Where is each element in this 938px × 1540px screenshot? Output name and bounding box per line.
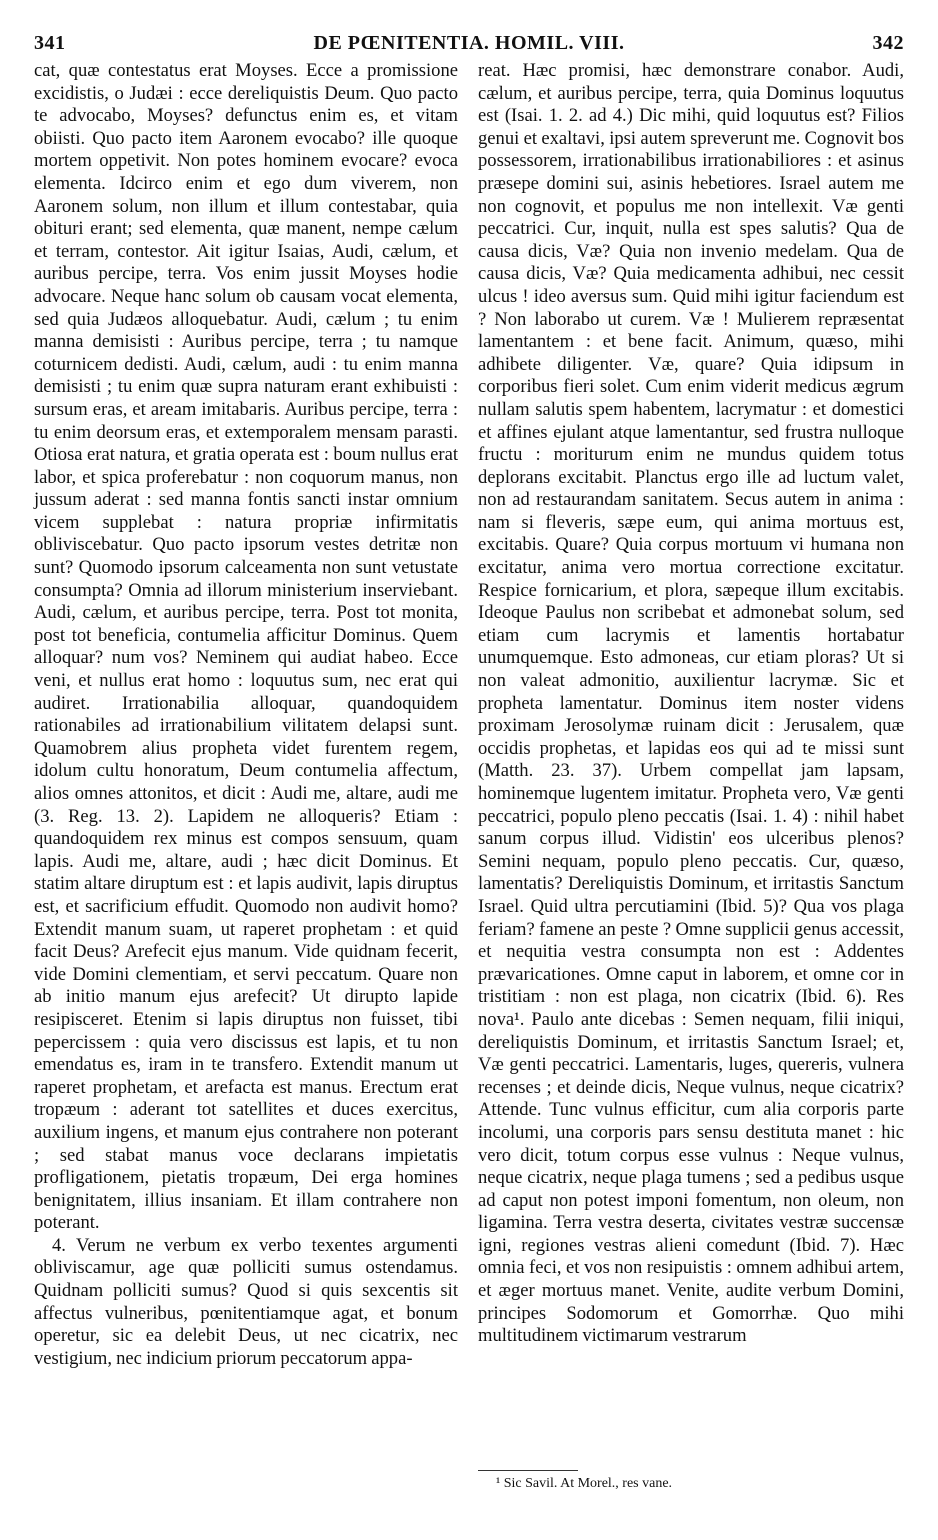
footnote: ¹ Sic Savil. At Morel., res vane. (496, 1476, 673, 1491)
footnote-rule (478, 1470, 578, 1471)
running-title: DE PŒNITENTIA. HOMIL. VIII. (313, 32, 625, 54)
left-paragraph-1: cat, quæ contestatus erat Moyses. Ecce a promissione excidistis, o Judæi : ecce dereliquistis Deum. Quo pacto te advocabo, Moyses? defunctus enim es, et vitam obiisti. Quo pacto item Aaronem evocabo? ille quoque mortem oppetivit. Non potes hominem evocare? evoca elementa. Idcirco enim et ego dum viverem, non Aaronem solum, non illum et illum contestabar, quia obituri erant; sed elementa, quæ manent, nempe cælum et terram, contestor. Ait igitur Isaias, Audi, cælum, et auribus percipe, terra. Vos enim jussit Moyses hodie advocare. Neque hanc solum ob causam vocat elementa, sed quia Judæos alloquebatur. Audi, cælum ; tu enim manna demisisti : Auribus percipe, terra ; tu namque coturnicem dedisti. Audi, cælum, audi : tu enim manna demisisti ; tu enim quæ supra naturam erant exhibuisti : sursum eras, et aream imitabaris. Auribus percipe, terra : tu enim deorsum eras, et extemporalem mensam parasti. Otiosa erat natura, et gratia operata est : boum nullus erat labor, et spica proferebatur : non coquorum manus, non jussum aderat : sed manna fontis sancti instar omnium vicem supplebat : natura propriæ infirmitatis obliviscebatur. Quo pacto ipsorum vestes detritæ non sunt? Quomodo ipsorum calceamenta non sunt vetustate consumpta? Omnia ad illorum ministerium inserviebant. Audi, cælum, et auribus percipe, terra. Post tot monita, post tot beneficia, contumelia afficitur Dominus. Quem alloquar? num vos? Neminem qui audiat habeo. Ecce veni, et nullus erat homo : loquutus sum, nec erat qui audiret. Irrationabilia alloquar, quandoquidem rationabiles ad irrationabilium vilitatem delapsi sunt. Quamobrem alius propheta videt furentem regem, idolum cultu honoratum, Deum contumelia affectum, alios omnes attonitos, et dicit : Audi me, altare, audi me (3. Reg. 13. 2). Lapidem ne alloqueris? Etiam : quandoquidem rex minus est compos sensuum, quam lapis. Audi me, altare, audi ; hæc dicit Dominus. Et statim altare diruptum est : et lapis audivit, lapis diruptus est, et sacrificium effudit. Quomodo non audivit homo? Extendit manum suam, ut raperet prophetam : et quid facit Deus? Arefecit ejus manum. Vide quidnam fecerit, vide Domini clementiam, et servi peccatum. Quare non ab initio manum ejus arefecit? Ut dirupto lapide resipisceret. Etenim si lapis diruptus non fuisset, tibi pepercissem : quia vero discissus est lapis, et tu non emendatus es, iram in te transfero. Extendit manum ut raperet prophetam, et arefacta est manus. Erectum erat tropæum : aderant tot satellites et duces exercitus, auxilium ingens, et manum ejus contrahere non poterant ; sed stabat manus voce declarans impietatis profligationem, pietatis tropæum, Dei erga homines benignitatem, illius insaniam. Et illam contrahere non poterant. (34, 60, 458, 1234)
right-column (478, 60, 904, 1348)
page-number-right: 342 (872, 32, 904, 54)
left-paragraph-2: 4. Verum ne verbum ex verbo texentes argumenti obliviscamur, age quæ polliciti sumus ostendamus. Quidnam polliciti sumus? Quod si quis sexcentis sit affectus vulneribus, pœnitentiamque agat, et bonum operetur, sic ea delebit Deus, ut nec cicatrix, nec vestigium, nec indicium priorum peccatorum appa- (34, 1234, 458, 1369)
right-paragraph-1: reat. Hæc promisi, hæc demonstrare conabor. Audi, cælum, et auribus percipe, terra, quia Dominus loquutus est (Isai. 1. 2. ad 4.) Dic mihi, quid loquutus est? Filios genui et exaltavi, ipsi autem spreverunt me. Cognovit bos possessorem, irrationabilibus irrationabiliores : et asinus præsepe domini sui, asinis hebetiores. Israel autem me non cognovit, et populus me non intellexit. Væ genti peccatrici. Cur, inquit, nulla est spes salutis? Qua de causa dicis, Væ? Quia non invenio medelam. Qua de causa dicis, Væ? Quia medicamenta adhibui, nec cessit ulcus ! ideo aversus sum. Quid mihi igitur faciendum est ? Non laborabo ut curem. Væ ! Mulierem repræsentat lamentantem : et bene facit. Animum, quæso, mihi adhibete diligenter. Væ, quare? Quia idipsum in corporibus fieri solet. Cum enim viderit medicus ægrum nullam salutis spem habentem, lacrymatur : et domestici et affines ejulant atque lamentantur, sed frustra nulloque fructu : moriturum enim ne mundus quidem totus deplorans excitabit. Planctus ergo ille ad luctum valet, non ad restaurandam sanitatem. Secus autem in anima : nam si fleveris, sæpe eum, qui anima mortuus est, excitabis. Quare? Quia corpus mortuum vi humana non excitatur, anima vero mortua correctione excitatur. Respice fornicarium, et plora, sæpeque illum excitabis. Ideoque Paulus non scribebat et admonebat solum, sed etiam cum lacrymis et lamentis hortabatur unumquemque. Esto admoneas, cur etiam ploras? Ut si non valeat admonitio, auxilientur lacrymæ. Sic et propheta lamentatur. Dominus item noster videns proximam Jerosolymæ ruinam dicit : Jerusalem, quæ occidis prophetas, et lapidas eos qui ad te missi sunt (Matth. 23. 37). Urbem compellat jam lapsam, hominemque lugentem imitatur. Propheta vero, Væ genti peccatrici, populo pleno peccatis (Isai. 1. 4) : nihil habet sanum corpus illud. Vidistin' eos ulceribus plenos? Semini nequam, populo pleno peccatis. Cur, quæso, lamentatis? Dereliquistis Dominum, et irritastis Sanctum Israel. Quid ultra percutiamini (Ibid. 5)? Qua vos plaga feriam? famene an peste ? Omne supplicii genus accessit, et nequitia vestra consumpta non est : Addentes prævaricationes. Omne caput in laborem, et omne cor in tristitiam : non est plaga, non cicatrix (Ibid. 6). Res nova¹. Paulo ante dicebas : Semen nequam, filii iniqui, dereliquistis Dominum, et irritastis Sanctum Israel; et, Væ genti peccatrici. Lamentaris, luges, quereris, vulnera recenses ; et deinde dicis, Neque vulnus, neque cicatrix? Attende. Tunc vulnus efficitur, cum alia corporis parte incolumi, una corporis pars sensu destituta manet : hic vero dicit, totum corpus esse vulnus : Neque vulnus, neque cicatrix, neque plaga tumens ; sed a pedibus usque ad caput non potest imponi fomentum, non oleum, non ligamina. Terra vestra deserta, civitates vestræ succensæ igni, regiones vestras alieni comedunt (Ibid. 7). Hæc omnia feci, et vos non resipuistis : omnem adhibui artem, et æger mortuus manet. Venite, audite verbum Domini, principes Sodomorum et Gomorrhæ. Quo mihi multitudinem victimarum vestrarum (478, 60, 904, 1347)
left-column (34, 60, 458, 1370)
page-header (34, 32, 904, 56)
page-number-left: 341 (34, 32, 66, 54)
